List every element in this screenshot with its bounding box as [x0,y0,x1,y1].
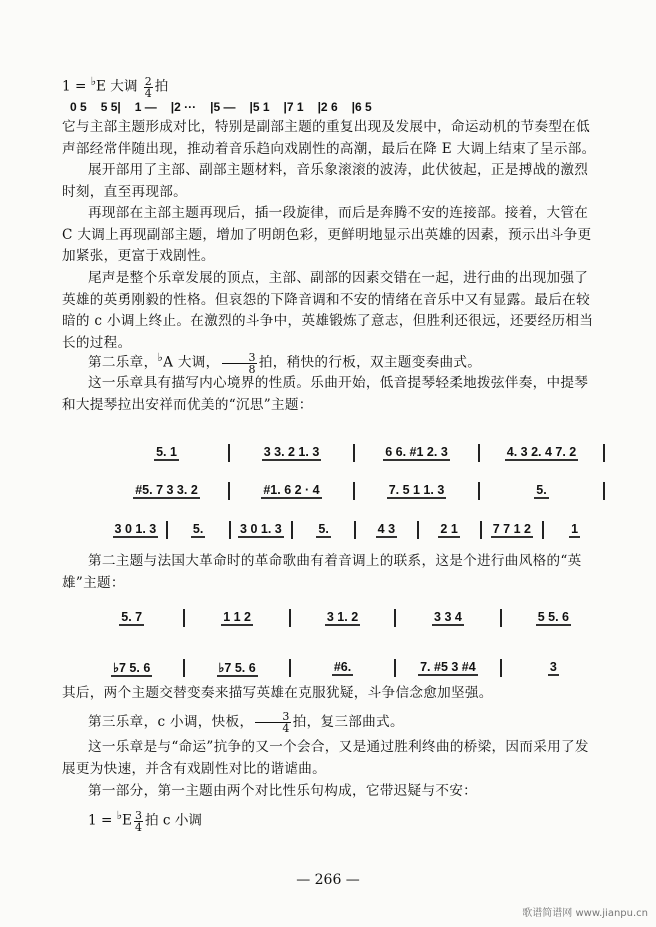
measure [168,522,229,538]
measure [396,660,499,676]
mvt3-post: 拍，复三部曲式。 [292,714,404,730]
denominator: 4 [144,86,152,100]
paragraph-after: 其后，两个主题交替变奏来描写英雄在克服犹疑，斗争信念愈加坚强。 [62,685,493,701]
numerator: 3 [134,808,142,822]
key-prefix: 1 = [88,812,117,829]
measure [419,522,480,538]
watermark: 歌谱简谱网 www.jianpu.cn [522,908,648,919]
measure [482,522,543,538]
theme2-row-2 [80,659,605,677]
barline [603,444,605,462]
motif-note: |2 6 [317,100,338,114]
paragraph-coda: 尾声是整个乐章发展的顶点，主部、副部的因素交错在一起，进行曲的出现加强了英雄的英勇刚毅的性格。但哀怨的下降音调和不安的情绪在音乐中又有显露。最后在较暗的 c 小调上终止。在激烈的斗争中，英雄锻炼了意志，但胜利还很远，还要经历相当长的过程。 [62,270,594,351]
measure [231,522,292,538]
measure [502,660,605,676]
motif-note: |2 ··· [170,100,197,114]
numerator: 3 [255,711,290,723]
flat-sign: ♭ [116,808,123,822]
motif-note: 5 5| [100,100,121,114]
measure-notes: #1. 6 2 · 4 [263,483,320,497]
measure [480,445,603,461]
paragraph-mvt3-desc: 这一乐章是与“命运”抗争的又一个会合，又是通过胜利终曲的桥梁，因而采用了发展更为快速，并含有戏剧性对比的谐谑曲。 [62,739,589,777]
flat-sign: ♭ [157,350,164,364]
measure [544,522,605,538]
denominator: 8 [248,362,256,376]
measure-notes: 7 7 1 2 [492,522,531,536]
measure [105,522,166,538]
measure [105,445,228,461]
key-signature-3 [88,808,202,833]
key-name: E [122,812,132,829]
motif-notation [70,100,590,114]
paragraph-mvt2-desc: 这一乐章具有描写内心境界的性质。乐曲开始，低音提琴轻柔地拨弦伴奏，中提琴和大提琴拉出安祥而优美的“沉思”主题： [62,375,589,413]
key-signature-1 [62,74,168,99]
time-signature [222,352,257,375]
theme1-row-2 [105,482,605,500]
measure-notes: 3 3 4 [434,610,462,624]
measure [230,483,353,499]
measure-notes: 5. 7 [121,610,143,624]
numerator: 3 [222,352,257,364]
measure-notes: #5. 7 3 3. 2 [135,483,198,497]
measure-notes: 5. 1 [156,445,177,459]
paragraph-theme2: 第二主题与法国大革命时的革命歌曲有着音调上的联系，这是个进行曲风格的“英雄”主题： [62,553,582,591]
measure-notes: 3 3. 2 1. 3 [263,445,320,459]
denominator: 4 [134,820,142,834]
measure-notes: 5. [318,522,329,536]
key-suffix: 拍 [154,78,169,95]
measure [80,610,183,626]
measure-notes: 3 0 1. 3 [240,522,282,536]
paragraph-recap-end: 它与主部主题形成对比，特别是副部主题的重复出现及发展中，命运动机的节奏型在低声部经常伴随出现，推动着音乐趋向戏剧性的高潮，最后在降 E 大调上结束了呈示部。 [62,119,596,157]
measure [105,483,228,499]
measure-notes: 3 0 1. 3 [114,522,157,536]
motif-note: 1 — [134,100,157,114]
paragraph-development: 展开部用了主部、副部主题材料，音乐象滚滚的波涛，此伏彼起，正是搏战的激烈时刻，直至再现部。 [62,162,589,200]
measure-notes: 5. [192,522,204,536]
theme2-row-1 [80,609,605,627]
numerator: 2 [144,74,152,88]
time-signature [144,76,153,99]
time-signature [255,711,290,734]
mvt2-pre: 第二乐章， [88,354,158,371]
measure-notes: 4. 3 2. 4 7. 2 [506,445,577,459]
denominator: 4 [282,722,290,735]
mvt2-heading [62,347,602,375]
mvt3-heading [62,711,602,734]
theme1-row-1 [105,444,605,462]
measure [355,445,478,461]
mvt2-post: 拍，稍快的行板，双主题变奏曲式。 [258,354,482,371]
key-name: E 大调 [96,78,138,95]
flat-sign: ♭ [90,74,97,88]
measure-notes: 7. #5 3 #4 [420,660,476,674]
key-suffix: 拍 c 小调 [144,812,203,829]
measure-notes: 6 6. #1 2. 3 [385,445,448,459]
measure [356,522,417,538]
measure [480,483,603,499]
measure-notes: 7. 5 1 1. 3 [388,483,445,497]
mvt3-pre: 第三乐章，c 小调，快板， [88,714,254,730]
motif-note: |6 5 [351,100,372,114]
measure [185,660,288,677]
motif-note: |5 — [210,100,236,114]
measure [80,660,183,677]
key-prefix: 1 = [62,78,91,95]
measure [291,610,394,626]
page-number: — 266 — [296,872,360,888]
measure [293,522,354,538]
measure-notes: 1 1 2 [223,610,252,624]
measure-notes: 1 [571,522,579,536]
theme1-row-3 [105,521,605,539]
mvt2-key: A 大调， [163,354,220,371]
motif-note: 0 5 [70,100,87,114]
measure-notes: 5. [536,483,547,497]
measure [230,445,353,461]
measure [502,610,605,626]
measure-notes: #6. [333,660,352,674]
measure-notes: 5 5. 6 [537,610,569,624]
measure-notes: ♭7 5. 6 [218,660,256,675]
measure-notes: 4 3 [377,522,396,536]
measure [355,483,478,499]
measure [396,610,499,626]
motif-note: |5 1 [249,100,270,114]
barline [603,482,605,500]
measure [291,660,394,676]
measure-notes: ♭7 5. 6 [113,660,151,675]
measure [185,610,288,626]
motif-note: |7 1 [283,100,304,114]
paragraph-part1: 第一部分，第一主题由两个对比性乐句构成，它带迟疑与不安： [88,783,478,799]
time-signature [134,810,143,833]
measure-notes: 3 1. 2 [326,610,359,624]
measure-notes: 2 1 [440,522,458,536]
measure-notes: 3 [549,660,557,674]
paragraph-recapitulation: 再现部在主部主题再现后，插一段旋律，而后是奔腾不安的连接部。接着，大管在 C 大调上再现副部主题，增加了明朗色彩，更鲜明地显示出英雄的因素，预示出斗争更加紧张，更富于戏剧性。 [62,205,592,264]
